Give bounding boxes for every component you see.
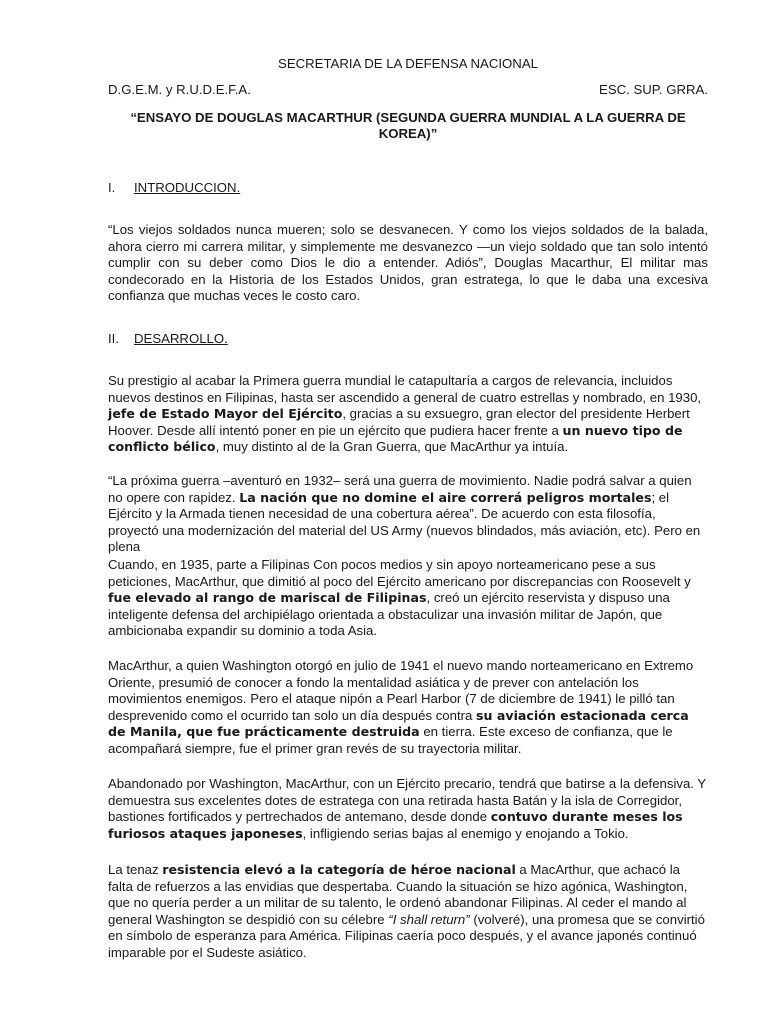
text-run: , muy distinto al de la Gran Guerra, que MacArthur ya intuía.	[215, 439, 569, 455]
text-run: (volveré), una promesa que se convirtió en símbolo de esperanza para América. Filipinas caería poco después, y el avance japonés continuó imparable por el Sudeste asiático.	[108, 911, 705, 960]
ministry-heading: SECRETARIA DE LA DEFENSA NACIONAL	[278, 56, 538, 71]
document-title: “ENSAYO DE DOUGLAS MACARTHUR (SEGUNDA GUERRA MUNDIAL A LA GUERRA DE KOREA)”	[130, 110, 686, 141]
paragraph-prestigio	[108, 373, 708, 456]
text-run: Abandonado por Washington, MacArthur, con un Ejército precario, tendrá que batirse a la defensiva. Y demuestra sus excelentes dotes de estratega con una retirada hasta Batán y la isla de Corregidor, bastiones fortificados y pertrechados de antemano, desde donde	[108, 776, 706, 825]
text-run: , infligiendo serias bajas al enemigo y enojando a Tokio.	[302, 825, 629, 841]
text-run: MacArthur, a quien Washington otorgó en julio de 1941 el nuevo mando norteamericano en Extremo Oriente, presumió de conocer a fondo la mentalidad asiática y de prever con antelación los movimientos enemigos. Pero el ataque nipón a Pearl Harbor (7 de diciembre de 1941) le pilló tan desprevenido como el ocurrido tan solo un día después contra	[108, 658, 694, 723]
paragraph-heroe-nacional	[108, 862, 708, 962]
text-run: ; el Ejército y la Armada tienen necesidad de una cobertura aérea”. De acuerdo con esta filosofía, proyectó una modernización del material del US Army (nuevos blindados, más aviación, etc). Pero en plena	[108, 489, 701, 555]
bold-phrase: resistencia elevó a la categoría de héroe nacional	[162, 862, 516, 877]
header-right-text: ESC. SUP. GRRA.	[599, 82, 708, 97]
paragraph-intro	[108, 222, 708, 305]
text-run: “Los viejos soldados nunca mueren; solo se desvanecen. Y como los viejos soldados de la balada, ahora cierro mi carrera militar, y simplemente me desvanezco —un viejo soldado que tan solo intentó cumplir con su deber como Dios le dio a entender. Adiós”, Douglas Macarthur, El militar mas condecorado en la Historia de los Estados Unidos, gran estratega, lo que le daba una excesiva confianza que muchas veces le costo caro.	[108, 222, 708, 304]
text-run: , creó un ejército reservista y dispuso una inteligente defensa del archipiélago orientada a obstaculizar una invasión militar de Japón, que ambicionaba expandir su dominio a toda Asia.	[108, 590, 670, 639]
section-number: II.	[108, 331, 119, 346]
text-run: en tierra. Este exceso de confianza, que le acompañará siempre, fue el primer gran revés de su trayectoria militar.	[108, 724, 673, 756]
text-run: La tenaz	[108, 862, 163, 877]
bold-phrase: un nuevo tipo de conflicto bélico	[108, 422, 683, 455]
section-desarrollo	[108, 331, 228, 346]
text-run: Cuando, en 1935, parte a Filipinas Con pocos medios y sin apoyo norteamericano pese a sus peticiones, MacArthur, que dimitió al poco del Ejército americano por discrepancias con Roosevelt y	[108, 557, 691, 589]
paragraph-filipinas-1935	[108, 557, 708, 640]
text-run: “La próxima guerra –aventuró en 1932– será una guerra de movimiento. Nadie podrá salvar a quien no opere con rapidez.	[108, 473, 692, 505]
paragraph-batan	[108, 776, 708, 842]
section-label: INTRODUCCION.	[134, 180, 241, 195]
bold-phrase: su aviación estacionada cerca de Manila, que fue prácticamente destruida	[108, 707, 689, 740]
text-run: a MacArthur, que achacó la falta de refuerzos a las envidias que despertaba. Cuando la situación se hizo agónica, Washington, que no quería perder a un militar de su talento, le ordenó abandonar Filipinas. Al ceder el mando al general Washington se despidió con su célebre	[108, 862, 688, 927]
bold-phrase: contuvo durante meses los furiosos ataques japoneses	[108, 809, 683, 841]
section-introduccion	[108, 180, 240, 195]
text-run: , gracias a su exsuegro, gran elector del presidente Herbert Hoover. Desde allí intentó poner en pie un ejército que pudiera hacer frente a	[108, 406, 690, 438]
text-run: Su prestigio al acabar la Primera guerra mundial le catapultaría a cargos de relevancia, incluidos nuevos destinos en Filipinas, hasta ser ascendido a general de cuatro estrellas y nombrado, en 1930,	[108, 373, 702, 405]
section-label: DESARROLLO.	[134, 331, 228, 346]
italic-phrase: “I shall return”	[388, 911, 470, 927]
header-left-text: D.G.E.M. y R.U.D.E.F.A.	[108, 82, 251, 97]
paragraph-proxima-guerra	[108, 473, 708, 556]
paragraph-pearl-harbor	[108, 658, 708, 758]
bold-phrase: fue elevado al rango de mariscal de Filipinas	[108, 590, 427, 606]
bold-phrase: jefe de Estado Mayor del Ejército	[108, 406, 343, 422]
section-number: I.	[108, 180, 116, 195]
bold-phrase: La nación que no domine el aire correrá peligros mortales	[239, 489, 652, 505]
